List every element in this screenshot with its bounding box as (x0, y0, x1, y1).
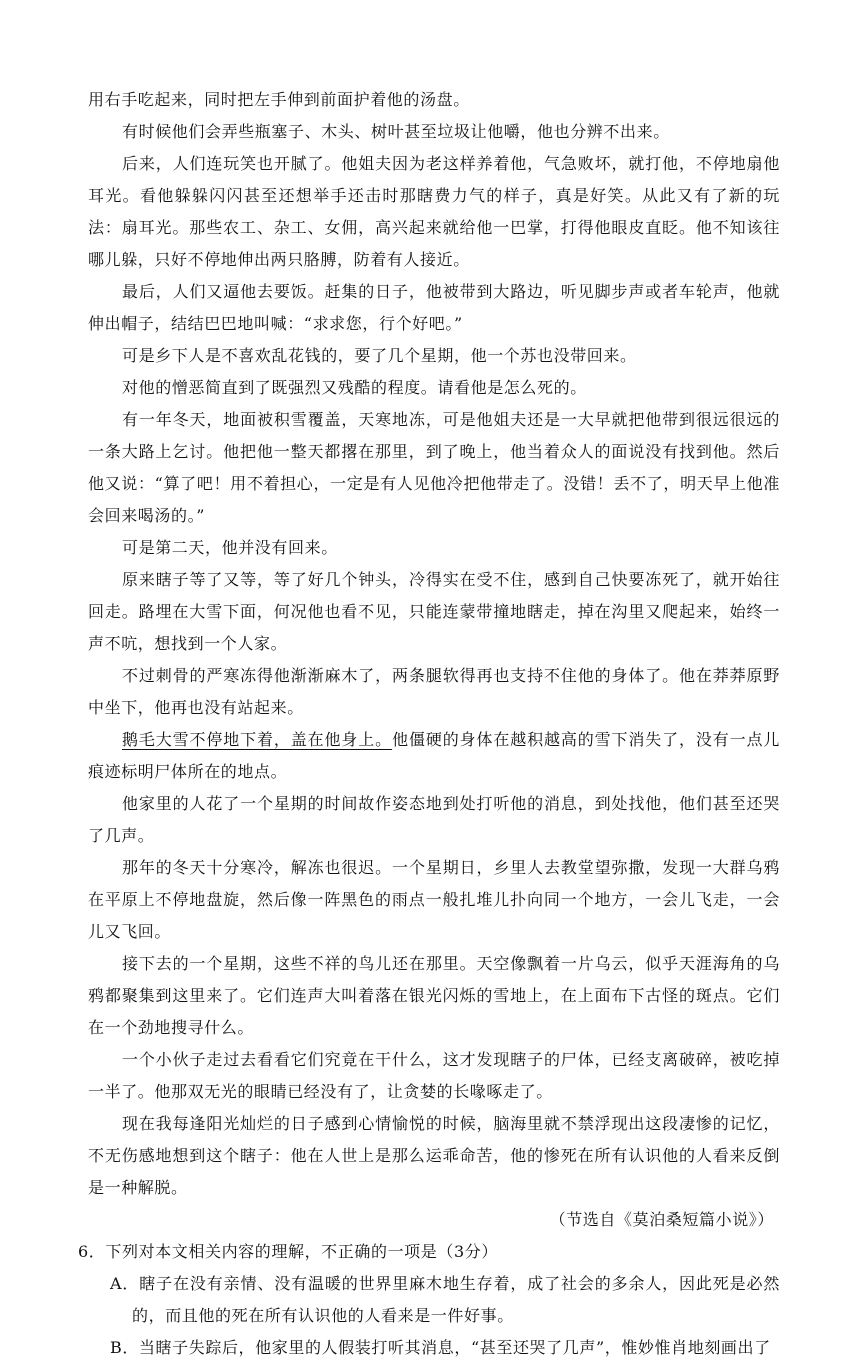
paragraph-10: 不过刺骨的严寒冻得他渐渐麻木了，两条腿软得再也支持不住他的身体了。他在莽莽原野中坐下，他再也没有站起来。 (88, 666, 780, 717)
paragraph-12: 他家里的人花了一个星期的时间故作姿态地到处打听他的消息，到处找他，他们甚至还哭了几声。 (88, 794, 780, 845)
paragraph-15: 一个小伙子走过去看看它们究竟在干什么，这才发现瞎子的尸体，已经支离破碎，被吃掉一半了。他那双无光的眼睛已经没有了，让贪婪的长喙啄走了。 (88, 1050, 780, 1101)
paragraph-14: 接下去的一个星期，这些不祥的鸟儿还在那里。天空像飘着一片乌云，似乎天涯海角的乌鸦都聚集到这里来了。它们连声大叫着落在银光闪烁的雪地上，在上面布下古怪的斑点。它们在一个劲地搜寻什么。 (88, 954, 780, 1037)
option-b: B．当瞎子失踪后，他家里的人假装打听其消息，“甚至还哭了几声”，惟妙惟肖地刻画出了 (110, 1338, 771, 1357)
paragraph-13: 那年的冬天十分寒冷，解冻也很迟。一个星期日，乡里人去教堂望弥撒，发现一大群乌鸦在平原上不停地盘旋，然后像一阵黑色的雨点一般扎堆儿扑向同一个地方，一会儿飞走，一会儿又飞回。 (88, 858, 780, 941)
source-citation: （节选自《莫泊桑短篇小说》） (549, 1210, 774, 1229)
paragraph-9: 原来瞎子等了又等，等了好几个钟头，冷得实在受不住，感到自己快要冻死了，就开始往回走。路埋在大雪下面，何况他也看不见，只能连蒙带撞地瞎走，掉在沟里又爬起来，始终一声不吭，想找到一个人家。 (88, 570, 780, 653)
option-a: A．瞎子在没有亲情、没有温暖的世界里麻木地生存着，成了社会的多余人，因此死是必然的，而且他的死在所有认识他的人看来是一件好事。 (110, 1274, 780, 1325)
paragraph-3: 后来，人们连玩笑也开腻了。他姐夫因为老这样养着他，气急败坏，就打他，不停地扇他耳光。看他躲躲闪闪甚至还想举手还击时那瞎费力气的样子，真是好笑。从此又有了新的玩法：扇耳光。那些农工、杂工、女佣，高兴起来就给他一巴掌，打得他眼皮直眨。他不知该往哪儿躲，只好不停地伸出两只胳膊，防着有人接近。 (88, 154, 780, 269)
question-stem: 6．下列对本文相关内容的理解，不正确的一项是（3分） (78, 1242, 498, 1261)
paragraph-16: 现在我每逢阳光灿烂的日子感到心情愉悦的时候，脑海里就不禁浮现出这段凄惨的记忆，不无伤感地想到这个瞎子：他在人世上是那么运乖命苦，他的惨死在所有认识他的人看来反倒是一种解脱。 (88, 1114, 780, 1197)
paragraph-11 (88, 724, 780, 788)
story-body (88, 84, 780, 1204)
paragraph-1: 用右手吃起来，同时把左手伸到前面护着他的汤盘。 (88, 90, 470, 109)
paragraph-5: 可是乡下人是不喜欢乱花钱的，要了几个星期，他一个苏也没带回来。 (122, 346, 637, 365)
question-6 (78, 1236, 780, 1364)
underlined-sentence: 鹅毛大雪不停地下着，盖在他身上。 (122, 730, 393, 749)
paragraph-6: 对他的憎恶简直到了既强烈又残酷的程度。请看他是怎么死的。 (122, 378, 587, 397)
paragraph-2: 有时候他们会弄些瓶塞子、木头、树叶甚至垃圾让他嚼，他也分辨不出来。 (122, 122, 670, 141)
paragraph-7: 有一年冬天，地面被积雪覆盖，天寒地冻，可是他姐夫还是一大早就把他带到很远很远的一条大路上乞讨。他把他一整天都撂在那里，到了晚上，他当着众人的面说没有找到他。然后他又说：“算了吧！用不着担心，一定是有人见他冷把他带走了。没错！丢不了，明天早上他准会回来喝汤的。” (88, 410, 780, 525)
paragraph-4: 最后，人们又逼他去要饭。赶集的日子，他被带到大路边，听见脚步声或者车轮声，他就伸出帽子，结结巴巴地叫喊：“求求您，行个好吧。” (88, 282, 780, 333)
paragraph-11-rest: 他僵硬的身体在越积越高的雪下消失了，没有一点儿痕迹标明尸体所在的地点。 (88, 730, 780, 781)
paragraph-8: 可是第二天，他并没有回来。 (122, 538, 338, 557)
